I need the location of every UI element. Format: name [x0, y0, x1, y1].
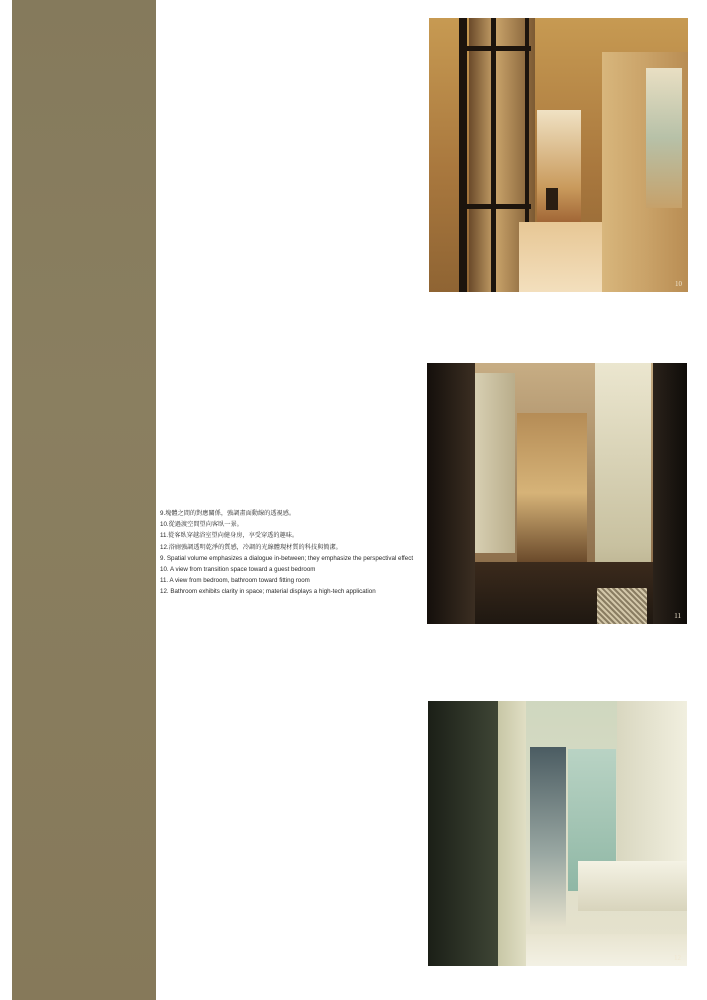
doorway-view: [530, 747, 566, 927]
door-frame-right: [653, 363, 687, 624]
photo-12-bathroom: [428, 701, 687, 966]
chair: [546, 188, 558, 210]
hallway-view: [517, 413, 587, 573]
partition-frame: [491, 18, 496, 292]
photo-10-corridor: [429, 18, 688, 292]
partition-frame: [459, 46, 531, 51]
partition-frame: [459, 18, 467, 292]
caption-en-11: 11. A view from bedroom, bathroom toward fitting room: [160, 577, 310, 585]
photo-number: 11: [674, 612, 681, 620]
dark-wall-left: [428, 701, 498, 966]
caption-block: [160, 508, 422, 598]
curtain-wall: [475, 373, 515, 553]
corridor-view: [537, 110, 581, 240]
vanity-counter: [578, 861, 687, 911]
caption-zh-9: 9.塊體之間的對應關係，強調畫面動線的透視感。: [160, 510, 296, 517]
floor: [498, 934, 687, 966]
photo-11-bedroom-bathroom-view: [427, 363, 687, 624]
photo-number: 10: [675, 280, 682, 288]
mirror-reflection: [646, 68, 682, 208]
partition-frame: [459, 204, 531, 209]
caption-zh-10: 10.從過渡空間望向客臥一景。: [160, 521, 243, 529]
caption-zh-12: 12.浴廁強調透明乾淨的質感，冷調的光線體現材質的科技與簡潔。: [160, 543, 342, 551]
door-frame-left: [427, 363, 475, 624]
decorative-color-band: [12, 0, 156, 1000]
caption-en-9: 9. Spatial volume emphasizes a dialogue in-between; they emphasize the perspectival effect: [160, 554, 414, 562]
caption-en-12: 12. Bathroom exhibits clarity in space; material displays a high-tech application: [160, 588, 376, 596]
wall-strip: [498, 701, 526, 966]
caption-zh-11: 11.從客臥穿越浴室望向健身房，享受穿透的趣味。: [160, 532, 299, 540]
photo-number: 12: [674, 954, 681, 962]
mosaic-tile-floor: [597, 588, 647, 624]
caption-en-10: 10. A view from transition space toward a guest bedroom: [160, 566, 316, 574]
